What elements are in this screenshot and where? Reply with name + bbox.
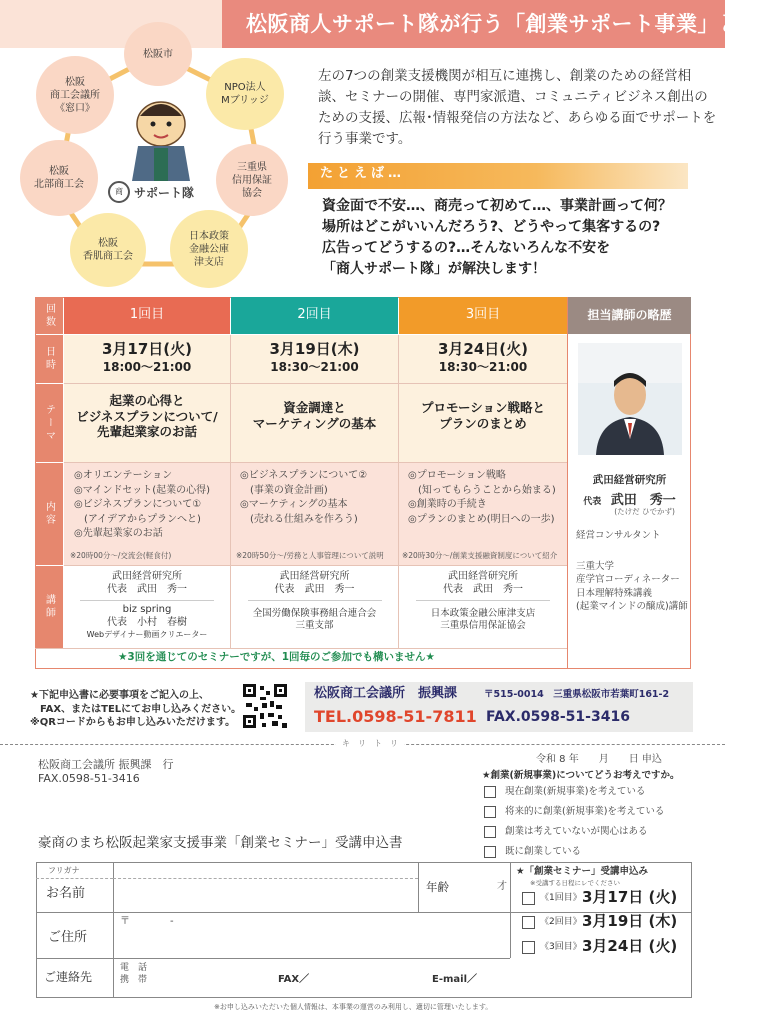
- session-1-theme: 起業の心得と ビジネスプランについて/ 先輩起業家のお話: [76, 393, 218, 440]
- apply-note: ★下記申込書に必要事項をご記入の上、 FAX、またはTELにてお申し込みください。 ※QRコードからもお申し込みいただけます。: [30, 690, 242, 728]
- partner-jfc-tsu: 日本政策 金融公庫 津支店: [170, 210, 248, 288]
- side-label-lecturer: 講師: [35, 566, 63, 648]
- side-label-datetime: 日時: [35, 335, 63, 383]
- tatoeba-label: たとえば…: [320, 166, 406, 181]
- email-input[interactable]: [482, 962, 687, 994]
- session-1-date: 3月17日(火): [101, 340, 193, 358]
- seminar-sub: ※受講する日程にレでください: [530, 879, 620, 887]
- support-team-logo: [108, 178, 208, 206]
- logo-text: サポート隊: [134, 185, 195, 200]
- phone-label: 電 話 携 帯: [120, 963, 148, 986]
- form-to-line2: FAX.0598-51-3416: [38, 772, 140, 785]
- worry-text: 資金面で不安…、商売って初めて…、事業計画って何？ 場所はどこがいいんだろう?、どうやって集客するの? 広告ってどうするの?…そんないろんな不安を 「商人サポート隊」が解決します！: [322, 198, 672, 277]
- qr-code-icon[interactable]: [242, 683, 288, 729]
- side-label-content: 内容: [35, 463, 63, 565]
- shop-logo-icon: 商: [108, 181, 130, 203]
- seminar-option-date-3: 3月24日 (火): [582, 937, 678, 955]
- seminar-option-label-2: 《2回目》: [540, 917, 582, 927]
- session-3-theme: プロモーション戦略と プランのまとめ: [420, 400, 545, 431]
- option-label-4: 既に創業している: [505, 846, 582, 857]
- session-1-content: ◎オリエンテーション ◎マインドセット(起業の心得) ◎ビジネスプランについて① (アイデアからプランへと) ◎先輩起業家のお話: [74, 470, 211, 539]
- instructor-bio1: 経営コンサルタント: [576, 530, 661, 541]
- seminar-option-date-1: 3月17日 (火): [582, 888, 678, 906]
- partner-credit-guarantee: 三重県 信用保証 協会: [216, 144, 288, 216]
- partner-hokubu-chamber: 松阪 北部商工会: [20, 140, 98, 216]
- side-label-count: 回数: [35, 297, 63, 334]
- partner-chamber-of-commerce: 松阪 商工会議所 《窓口》: [36, 56, 114, 134]
- seminar-option-date-2: 3月19日 (木): [582, 912, 678, 930]
- table-footnote: ★3回を通じてのセミナーですが、1回毎のご参加でも構いません★: [118, 651, 435, 663]
- session-3-header: 3回目: [399, 297, 567, 334]
- seminar-option-label-1: 《1回目》: [540, 893, 582, 903]
- session-3-date: 3月24日(火): [437, 340, 529, 358]
- seminar-checkbox-3[interactable]: [522, 941, 535, 954]
- session-1-lecturer2-sub: Webデザイナー動画クリエーター: [86, 630, 208, 639]
- seminar-checkbox-2[interactable]: [522, 916, 535, 929]
- side-label-theme: テーマ: [35, 384, 63, 462]
- name-label: お名前: [46, 886, 86, 901]
- instructor-photo: [578, 343, 682, 455]
- postal-code-field[interactable]: 〒 -: [120, 916, 174, 927]
- session-1-lecturer: 武田経営研究所 代表 武田 秀一: [107, 571, 187, 595]
- intro-text: 左の7つの創業支援機関が相互に連携し、創業のための経営相談、セミナーの開催、専門家派遣、コミュニティビジネス創出のための支援、広報･情報発信の方法など、あらゆる面でサポートを行う事業です。: [318, 68, 717, 147]
- session-2-date: 3月19日(木): [269, 340, 360, 358]
- seminar-option-label-3: 《3回目》: [540, 942, 582, 952]
- instructor-name: 武田 秀一: [610, 493, 676, 508]
- age-input[interactable]: [456, 864, 496, 910]
- session-3-note: ※20時30分～/創業支援融資制度について紹介: [402, 551, 558, 560]
- session-2-lecturer: 武田経営研究所 代表 武田 秀一: [274, 571, 355, 595]
- instructor-title: 代表: [583, 497, 602, 507]
- instructor-org: 武田経営研究所: [592, 474, 667, 486]
- contact-fax: FAX.0598-51-3416: [486, 709, 630, 725]
- form-question-title: ★創業(新規事業)についてどうお考えですか。: [482, 770, 680, 781]
- contact-tel[interactable]: TEL.0598-51-7811: [314, 707, 477, 726]
- address-input[interactable]: [114, 930, 509, 956]
- session-2-content: ◎ビジネスプランについて② (事業の資金計画) ◎マーケティングの基本 (売れる仕組みを作ろう): [240, 470, 368, 525]
- furigana-input[interactable]: [114, 863, 417, 878]
- privacy-note: ※お申し込みいただいた個人情報は、本事業の運営のみ利用し、適切に管理いたします。: [214, 1003, 493, 1011]
- session-2-time: 18:30～21:00: [270, 360, 359, 374]
- session-2-header: 2回目: [231, 297, 398, 334]
- form-to-line1: 松阪商工会議所 振興課 行: [38, 758, 174, 771]
- instructor-bio2: 三重大学 産学官コーディネーター 日本理解特殊講義 (起業マインドの醸成)講師: [576, 561, 688, 612]
- option-checkbox-3[interactable]: [484, 826, 496, 838]
- instructor-portrait-icon: [578, 343, 682, 455]
- age-label: 年齢: [426, 880, 449, 894]
- option-checkbox-1[interactable]: [484, 786, 496, 798]
- session-3-lecturer: 武田経営研究所 代表 武田 秀一: [443, 571, 523, 595]
- session-1-note: ※20時00分～/交流会(軽食付): [70, 551, 172, 560]
- instructor-header: 担当講師の略歴: [568, 297, 691, 334]
- partner-npo-mbridge: NPO法人 Mブリッジ: [206, 58, 284, 130]
- phone-input[interactable]: [150, 962, 270, 994]
- partner-matsusaka-city: 松阪市: [124, 22, 192, 86]
- address-label: ご住所: [48, 930, 88, 945]
- mascot-character-icon: [118, 86, 204, 186]
- session-2-theme: 資金調達と マーケティングの基本: [252, 400, 377, 431]
- session-1-header: 1回目: [64, 297, 230, 334]
- page-title: 松阪商人サポート隊が行う「創業サポート事業」とは？: [222, 0, 725, 48]
- name-input[interactable]: [114, 879, 417, 911]
- fax-label: FAX／: [278, 974, 310, 985]
- option-label-2: 将来的に創業(新規事業)を考えている: [505, 806, 665, 817]
- contact-label: ご連絡先: [44, 970, 93, 984]
- seminar-checkbox-1[interactable]: [522, 892, 535, 905]
- age-unit: 才: [497, 881, 507, 892]
- form-date-line[interactable]: 令和 8 年 月 日 申込: [536, 754, 662, 765]
- session-1-lecturer2: biz spring 代表 小村 春樹: [107, 604, 187, 628]
- partner-kayama-chamber: 松阪 香肌商工会: [70, 213, 146, 287]
- furigana-label: フリガナ: [48, 866, 80, 875]
- fax-input[interactable]: [312, 962, 422, 994]
- session-2-note: ※20時50分～/労務と人事管理について説明: [236, 551, 384, 560]
- email-label: E-mail／: [432, 974, 478, 985]
- option-checkbox-2[interactable]: [484, 806, 496, 818]
- session-3-lecturer2: 日本政策金融公庫津支店 三重県信用保証協会: [430, 608, 536, 631]
- instructor-kana: (たけだ ひでかず): [614, 507, 675, 516]
- session-3-time: 18:30～21:00: [438, 360, 528, 374]
- session-2-lecturer2: 全国労働保険事務組合連合会 三重支部: [252, 608, 377, 631]
- form-title: 豪商のまち松阪起業家支援事業「創業セミナー」受講申込書: [38, 835, 403, 851]
- session-1-time: 18:00～21:00: [102, 360, 192, 374]
- contact-address: 〒515-0014 三重県松阪市若葉町161-2: [484, 689, 670, 700]
- instructor-name-line: [568, 489, 691, 508]
- option-checkbox-4[interactable]: [484, 846, 496, 858]
- contact-org: 松阪商工会議所 振興課: [314, 686, 458, 701]
- session-3-content: ◎プロモーション戦略 (知ってもらうことから始まる) ◎創業時の手続き ◎プランのまとめ(明日への一歩): [408, 470, 556, 525]
- option-label-3: 創業は考えていないが関心はある: [505, 826, 648, 837]
- cut-label: キ リ ト リ: [336, 739, 404, 749]
- seminar-title: ★「創業セミナー」受講申込み: [516, 866, 649, 877]
- option-label-1: 現在創業(新規事業)を考えている: [505, 786, 646, 797]
